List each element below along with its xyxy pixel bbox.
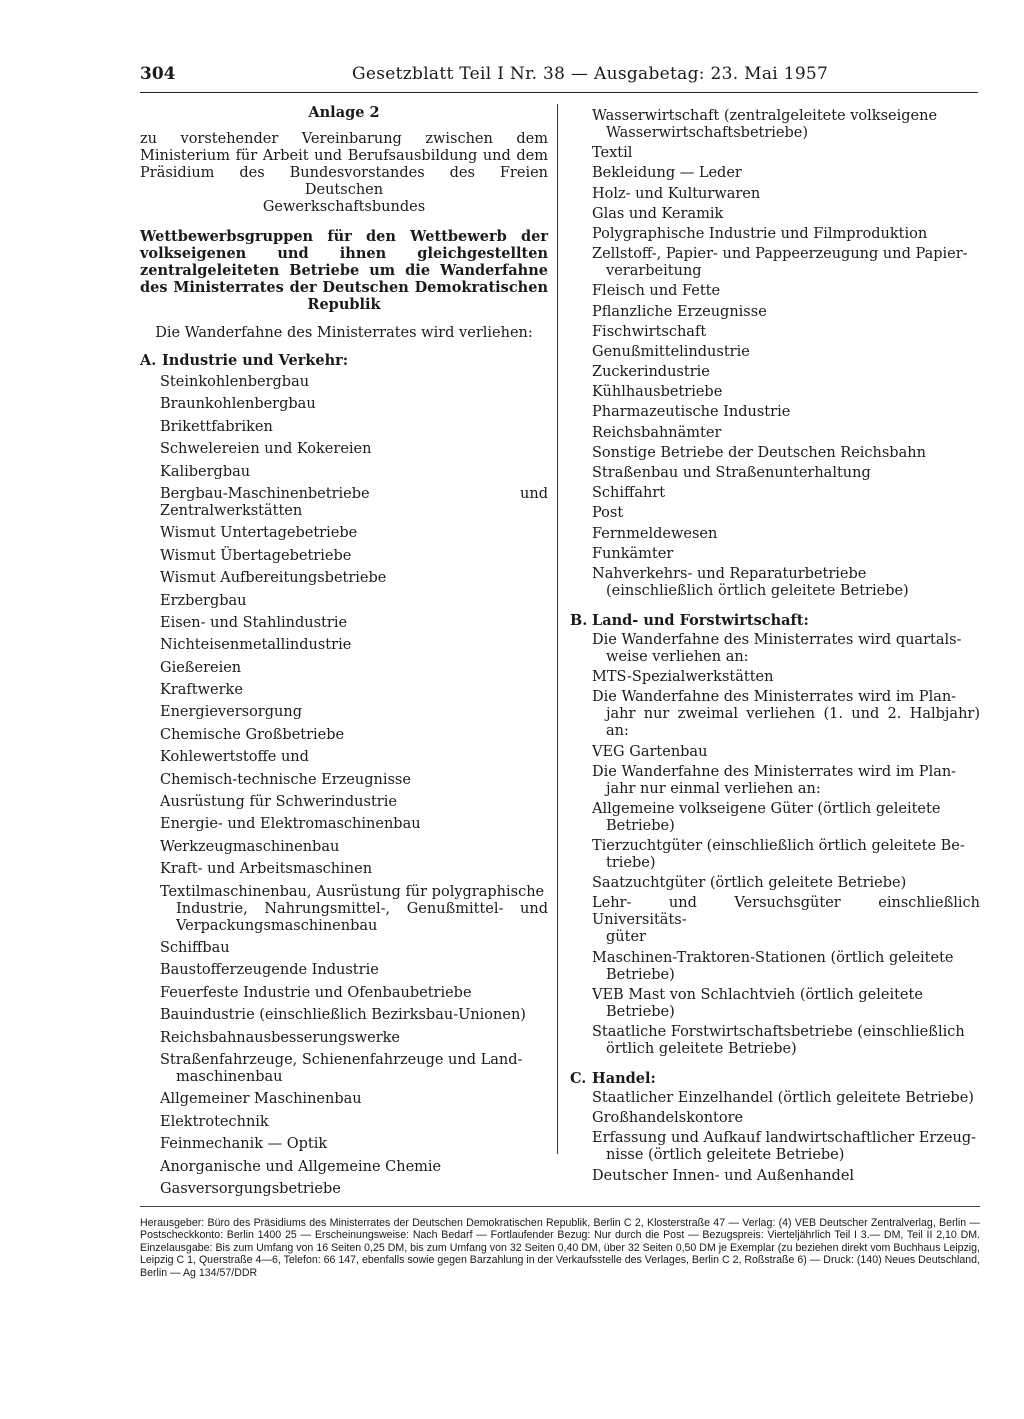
list-item-text: Baustofferzeugende Industrie <box>160 962 379 979</box>
list-item-text: Funkämter <box>592 545 674 562</box>
section-a-list <box>140 374 548 1198</box>
footer-rule <box>140 1206 980 1207</box>
section-a-title: Industrie und Verkehr: <box>162 352 349 369</box>
list-item-text: Eisen- und Stahlindustrie <box>160 614 348 631</box>
list-item <box>140 486 548 520</box>
list-item <box>570 1168 980 1185</box>
publisher-footer: Herausgeber: Büro des Präsidiums des Ministerrates der Deutschen Demokratischen Republik, Berlin C 2, Klosterstraße 47 — Verlag: (4) VEB Deutscher Zentralverlag, Berlin — Postscheckkonto: Berlin 1400 25 — Erscheinungsweise: Nach Bedarf — Fortlaufender Bezug: Nur durch die Post — Bezugspreis: Vierteljährlich Teil I 3.— DM, Teil II 2,10 DM. Einzelausgabe: Bis zum Umfang von 16 Seiten 0,25 DM, bis zum Umfang von 32 Seiten 0,40 DM, über 32 Seiten 0,50 DM je Exemplar (zu beziehen direkt vom Buchhaus Leipzig, Leipzig C 1, Querstraße 4—6, Telefon: 66 147, ebenfalls sowie gegen Barzahlung in der Verkaufsstelle des Verlages, Berlin C 2, Roßstraße 6) — Druck: (140) Neues Deutschland, Berlin — Ag 134/57/DDR <box>140 1217 980 1279</box>
list-item <box>570 226 980 243</box>
column-divider <box>557 104 558 1154</box>
list-item <box>570 895 980 946</box>
list-item-continuation: Industrie, Nahrungsmittel-, Genußmittel- und Verpackungsmaschinenbau <box>176 900 548 934</box>
section-c-title: Handel: <box>592 1070 656 1087</box>
list-item-text: Fischwirtschaft <box>592 323 707 340</box>
list-item <box>140 682 548 699</box>
list-item <box>570 838 980 872</box>
list-item <box>140 637 548 654</box>
list-item <box>570 801 980 835</box>
list-item-text: Großhandelskontore <box>592 1110 744 1127</box>
list-item <box>570 1110 980 1127</box>
list-item-text: Textil <box>592 145 633 162</box>
list-item-continuation: Wasserwirtschaftsbetriebe) <box>606 125 809 141</box>
list-item-text: Fleisch und Fette <box>592 283 721 300</box>
list-item <box>140 962 548 979</box>
list-item-text: Allgemeine volkseigene Güter (örtlich geleitete <box>592 800 941 817</box>
list-item-text: Ausrüstung für Schwerindustrie <box>160 794 397 811</box>
list-item-text: Zellstoff-, Papier- und Pappeerzeugung und Papier- <box>592 246 968 263</box>
list-item <box>140 1007 548 1024</box>
intro-last-line: Gewerkschaftsbundes <box>262 199 426 215</box>
list-item <box>570 364 980 381</box>
list-item <box>140 985 548 1002</box>
list-item <box>570 145 980 162</box>
list-item-text: Kraft- und Arbeitsmaschinen <box>160 861 373 878</box>
list-item-text: Reichsbahnausbesserungswerke <box>160 1029 401 1046</box>
list-item-text: Erzbergbau <box>160 592 247 609</box>
list-item-text: Gasversorgungsbetriebe <box>160 1180 341 1197</box>
list-item-text: Braunkohlenbergbau <box>160 396 316 413</box>
list-item <box>570 744 980 761</box>
list-item-text: Staatliche Forstwirtschaftsbetriebe (einschließlich <box>592 1024 965 1040</box>
list-item <box>570 632 980 666</box>
list-item <box>140 1181 548 1198</box>
section-b-list <box>570 632 980 1058</box>
list-item <box>140 816 548 833</box>
list-item <box>140 940 548 957</box>
list-item-text: VEG Gartenbau <box>592 743 708 760</box>
list-item <box>140 441 548 458</box>
list-item-text: Allgemeiner Maschinenbau <box>160 1091 362 1108</box>
list-item-text: Feuerfeste Industrie und Ofenbaubetriebe <box>160 984 472 1001</box>
list-item <box>140 615 548 632</box>
page-header <box>140 64 980 86</box>
list-item-text: Sonstige Betriebe der Deutschen Reichsbahn <box>592 444 926 461</box>
list-item-text: Chemische Großbetriebe <box>160 726 345 743</box>
section-a-letter: A. <box>140 352 157 369</box>
list-item-text: Erfassung und Aufkauf landwirtschaftlicher Erzeug- <box>592 1130 977 1147</box>
list-item-text: Die Wanderfahne des Ministerrates wird im Plan- <box>592 689 957 706</box>
list-item <box>140 1159 548 1176</box>
awarded-statement: Die Wanderfahne des Ministerrates wird verliehen: <box>155 325 533 341</box>
list-item <box>570 526 980 543</box>
list-item <box>140 794 548 811</box>
list-item-continuation: triebe) <box>606 855 656 872</box>
list-item-text: Staatlicher Einzelhandel (örtlich geleitete Betriebe) <box>592 1090 974 1106</box>
list-item-text: Die Wanderfahne des Ministerrates wird quartals- <box>592 631 962 648</box>
list-item <box>140 727 548 744</box>
list-item <box>140 1114 548 1131</box>
list-item <box>140 419 548 436</box>
list-item <box>570 445 980 462</box>
list-item <box>570 764 980 798</box>
list-item <box>570 1130 980 1164</box>
list-item-text: Lehr- und Versuchsgüter einschließlich Universitäts- <box>592 895 980 929</box>
list-item-continuation: Betriebe) <box>606 966 675 983</box>
list-item-text: Gießereien <box>160 659 242 676</box>
list-item-text: Fernmeldewesen <box>592 525 718 542</box>
list-item-text: Werkzeugmaschinenbau <box>160 838 340 855</box>
section-b-heading <box>570 612 980 629</box>
list-item <box>570 465 980 482</box>
list-item <box>140 593 548 610</box>
list-item-continuation: jahr nur zweimal verliehen (1. und 2. Halbjahr) an: <box>606 706 980 740</box>
list-item <box>570 485 980 502</box>
anlage-title: Anlage 2 <box>308 104 380 121</box>
list-item <box>140 704 548 721</box>
list-item-text: Post <box>592 505 624 522</box>
list-item <box>570 108 980 142</box>
list-item <box>570 165 980 182</box>
intro-paragraph <box>140 131 548 216</box>
list-item <box>570 689 980 740</box>
list-item <box>570 206 980 223</box>
list-item <box>140 861 548 878</box>
list-item-text: Holz- und Kulturwaren <box>592 185 761 202</box>
list-item-text: Die Wanderfahne des Ministerrates wird im Plan- <box>592 763 957 780</box>
header-rule <box>140 92 978 93</box>
right-column <box>570 108 980 1188</box>
list-item-text: Pflanzliche Erzeugnisse <box>592 303 767 320</box>
list-item-text: Bergbau-Maschinenbetriebe und Zentralwerkstätten <box>160 485 548 519</box>
list-item <box>140 772 548 789</box>
page-number: 304 <box>140 64 176 84</box>
gazette-title: Gesetzblatt Teil I Nr. 38 — Ausgabetag: 23. Mai 1957 <box>352 64 829 84</box>
list-item-text: Chemisch-technische Erzeugnisse <box>160 771 411 788</box>
list-item-text: Textilmaschinenbau, Ausrüstung für polygraphische <box>160 883 545 900</box>
list-item <box>570 425 980 442</box>
list-item-text: Kraftwerke <box>160 682 243 699</box>
list-item-text: Wismut Untertagebetriebe <box>160 525 358 542</box>
list-item <box>570 566 980 600</box>
list-item-text: Energie- und Elektromaschinenbau <box>160 816 421 833</box>
list-item-text: Kohlewertstoffe und <box>160 749 309 766</box>
list-item-text: Nahverkehrs- und Reparaturbetriebe <box>592 565 867 582</box>
list-item-text: Pharmazeutische Industrie <box>592 404 791 421</box>
list-item-text: Bekleidung — Leder <box>592 165 742 182</box>
list-item-text: Kalibergbau <box>160 463 251 480</box>
list-item <box>570 546 980 563</box>
list-item-continuation: verarbeitung <box>606 263 702 280</box>
list-item-text: Tierzuchtgüter (einschließlich örtlich geleitete Be- <box>592 838 965 855</box>
section-c-list <box>570 1090 980 1185</box>
list-item <box>570 283 980 300</box>
list-item <box>570 246 980 280</box>
left-column <box>140 104 548 1203</box>
section-a-list-continued <box>570 108 980 600</box>
list-item <box>140 570 548 587</box>
list-item-text: Schwelereien und Kokereien <box>160 441 372 458</box>
list-item <box>570 344 980 361</box>
list-item-continuation: jahr nur einmal verliehen an: <box>606 780 821 797</box>
section-b-letter: B. <box>570 611 588 629</box>
list-item-continuation: örtlich geleitete Betriebe) <box>606 1041 797 1057</box>
list-item-text: Reichsbahnämter <box>592 424 722 441</box>
list-item-text: Brikettfabriken <box>160 418 273 435</box>
list-item-continuation: maschinenbau <box>176 1068 283 1085</box>
section-c-letter: C. <box>570 1070 587 1087</box>
section-a-heading <box>140 352 548 369</box>
list-item <box>570 404 980 421</box>
list-item <box>570 186 980 203</box>
list-item-text: Straßenbau und Straßenunterhaltung <box>592 465 871 481</box>
list-item <box>570 1024 980 1058</box>
list-item <box>140 884 548 935</box>
list-item <box>570 1090 980 1107</box>
list-item-text: Wismut Aufbereitungsbetriebe <box>160 570 387 587</box>
list-item-text: Glas und Keramik <box>592 205 724 222</box>
list-item-text: Elektrotechnik <box>160 1113 269 1130</box>
list-item <box>140 1052 548 1086</box>
list-item <box>140 1030 548 1047</box>
list-item-text: MTS-Spezialwerkstätten <box>592 669 774 686</box>
list-item-text: Schiffbau <box>160 939 230 956</box>
list-item <box>570 875 980 892</box>
list-item-text: Kühlhausbetriebe <box>592 384 723 401</box>
list-item <box>140 1136 548 1153</box>
list-item-continuation: Betriebe) <box>606 817 675 834</box>
list-item-continuation: nisse (örtlich geleitete Betriebe) <box>606 1147 845 1164</box>
list-item-text: Saatzuchtgüter (örtlich geleitete Betriebe) <box>592 875 907 892</box>
list-item <box>570 384 980 401</box>
list-item-text: Bauindustrie (einschließlich Bezirksbau-Unionen) <box>160 1007 526 1024</box>
list-item-text: Genußmittelindustrie <box>592 343 750 360</box>
list-item-text: Anorganische und Allgemeine Chemie <box>160 1158 442 1175</box>
list-item <box>140 548 548 565</box>
list-item-text: Feinmechanik — Optik <box>160 1136 328 1153</box>
list-item-text: Wismut Übertagebetriebe <box>160 547 352 564</box>
list-item <box>140 396 548 413</box>
list-item-text: Polygraphische Industrie und Filmproduktion <box>592 225 928 242</box>
list-item <box>570 987 980 1021</box>
list-item-continuation: güter <box>606 929 646 946</box>
list-item-text: Deutscher Innen- und Außenhandel <box>592 1167 855 1184</box>
list-item-text: Straßenfahrzeuge, Schienenfahrzeuge und Land- <box>160 1051 523 1068</box>
list-item <box>140 374 548 391</box>
list-item-continuation: Betriebe) <box>606 1003 675 1020</box>
section-b-title: Land- und Forstwirtschaft: <box>592 611 809 629</box>
list-item <box>140 464 548 481</box>
list-item-text: Schiffahrt <box>592 485 666 502</box>
list-item <box>140 1091 548 1108</box>
list-item <box>140 660 548 677</box>
competition-groups-heading: Wettbewerbsgruppen für den Wettbewerb der volkseigenen und ihnen gleichgestellten zentralgeleiteten Betriebe um die Wanderfahne des Ministerrates der Deutschen Demokratischen Republik <box>140 228 548 313</box>
list-item <box>140 525 548 542</box>
list-item <box>570 950 980 984</box>
intro-main: zu vorstehender Vereinbarung zwischen dem Ministerium für Arbeit und Berufsausbildung und dem Präsidium des Bundesvorstandes des Freien Deutschen <box>140 131 548 198</box>
list-item <box>570 669 980 686</box>
list-item-continuation: weise verliehen an: <box>606 648 749 665</box>
list-item <box>570 304 980 321</box>
section-c-heading <box>570 1070 980 1087</box>
list-item <box>140 749 548 766</box>
list-item <box>570 505 980 522</box>
list-item-text: Steinkohlenbergbau <box>160 374 310 390</box>
list-item-text: Wasserwirtschaft (zentralgeleitete volkseigene <box>592 108 938 124</box>
list-item-text: VEB Mast von Schlachtvieh (örtlich geleitete <box>592 986 923 1003</box>
list-item-text: Nichteisenmetallindustrie <box>160 637 352 654</box>
list-item-text: Maschinen-Traktoren-Stationen (örtlich geleitete <box>592 949 954 966</box>
list-item <box>570 324 980 341</box>
list-item-continuation: (einschließlich örtlich geleitete Betriebe) <box>606 582 909 599</box>
list-item-text: Zuckerindustrie <box>592 364 710 381</box>
list-item <box>140 839 548 856</box>
list-item-text: Energieversorgung <box>160 704 302 721</box>
